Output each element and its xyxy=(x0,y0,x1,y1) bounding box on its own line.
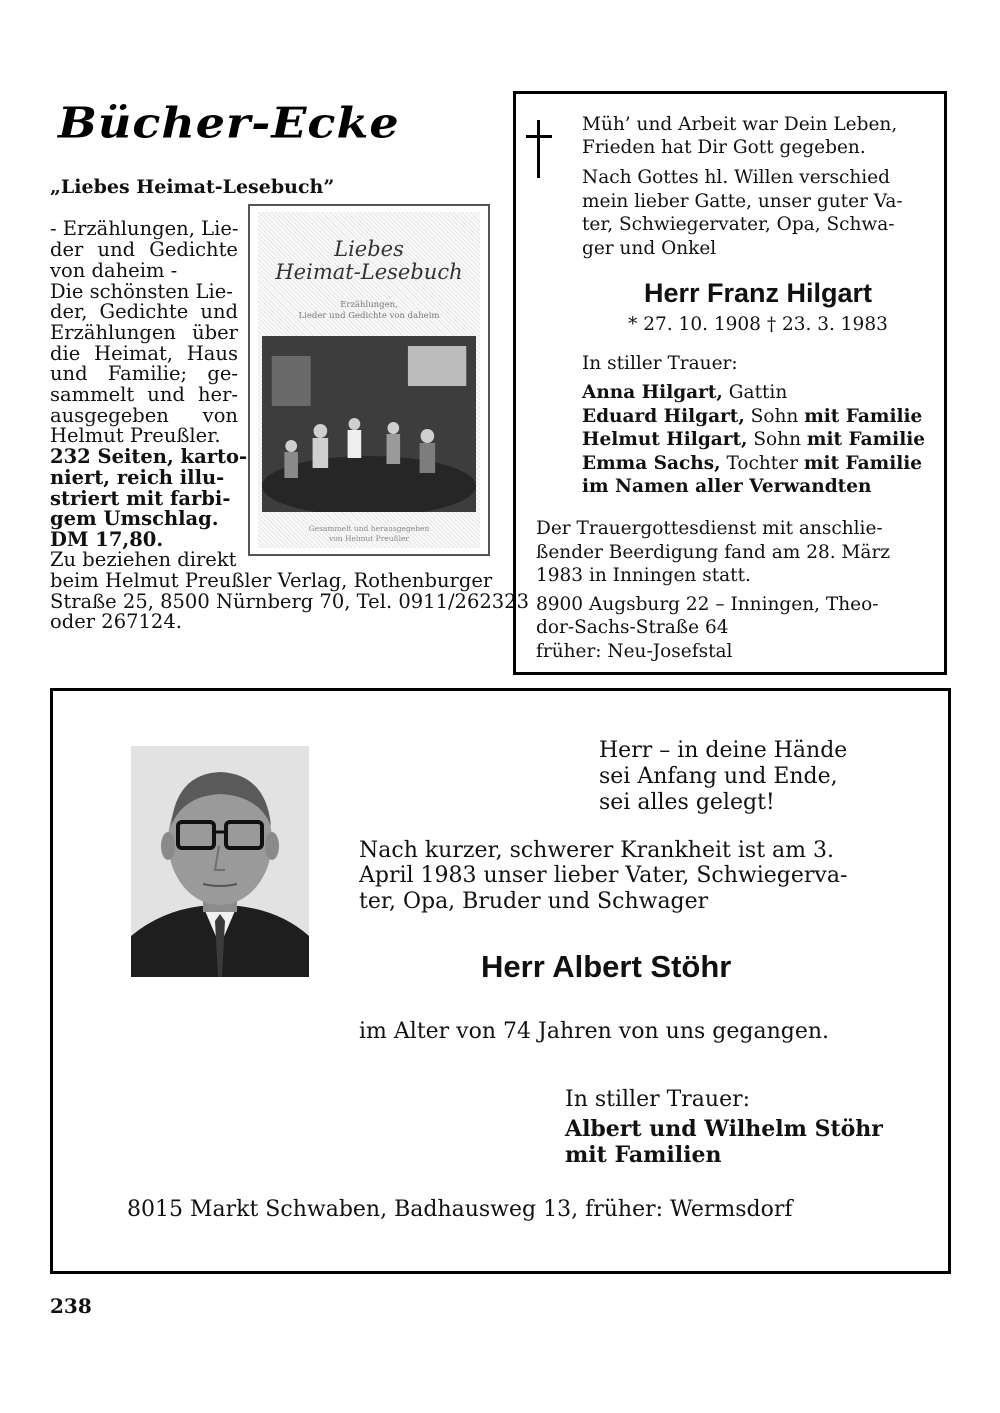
book-line: ausgegeben von xyxy=(50,404,238,427)
mourner-family: mit Familie xyxy=(806,429,926,450)
age-line: im Alter von 74 Jahren von uns gegangen. xyxy=(359,1019,830,1044)
cover-credit-line: Gesammelt und herausgegeben xyxy=(308,524,430,533)
cross-icon xyxy=(526,120,552,182)
obituary-franz-hilgart xyxy=(513,91,947,675)
book-price: DM 17,80. xyxy=(50,528,164,551)
address-line: dor-Sachs-Straße 64 xyxy=(536,617,729,638)
intro-line: ter, Schwiegervater, Opa, Schwa- xyxy=(582,214,895,235)
mourner-relation: Sohn xyxy=(747,429,807,450)
cover-subtitle xyxy=(258,300,480,322)
life-dates: * 27. 10. 1908 † 23. 3. 1983 xyxy=(628,314,888,335)
mourner-line: Albert und Wilhelm Stöhr xyxy=(565,1116,883,1142)
service-line: Der Trauergottesdienst mit anschlie- xyxy=(536,518,883,539)
book-details-line: striert mit farbi- xyxy=(50,487,231,510)
book-line: von daheim - xyxy=(50,259,178,282)
book-line: sammelt und her- xyxy=(50,383,238,406)
verse-line: Frieden hat Dir Gott gegeben. xyxy=(582,137,866,158)
mourner-relation: Gattin xyxy=(722,382,788,403)
cover-title-line: Heimat-Lesebuch xyxy=(275,260,463,284)
book-line: Erzählungen über xyxy=(50,321,238,344)
mourner-family: mit Familie xyxy=(804,406,923,427)
intro-line: ger und Onkel xyxy=(582,238,717,259)
intro-line: Nach kurzer, schwerer Krankheit ist am 3. xyxy=(359,838,834,863)
book-order-line: beim Helmut Preußler Verlag, Rothenburger xyxy=(50,569,493,592)
book-order-line: Straße 25, 8500 Nürnberg 70, Tel. 0911/262323 xyxy=(50,590,529,613)
intro-line: April 1983 unser lieber Vater, Schwiegerva- xyxy=(359,863,848,888)
service-line: ßender Beerdigung fand am 28. März xyxy=(536,542,891,563)
mourner-name: Eduard Hilgart, xyxy=(582,406,745,427)
mourning-label: In stiller Trauer: xyxy=(582,353,738,374)
deceased-name: Herr Franz Hilgart xyxy=(643,278,873,308)
cover-credit xyxy=(258,524,480,544)
cover-credit-line: von Helmut Preußler xyxy=(328,534,410,543)
book-line: die Heimat, Haus xyxy=(50,342,238,365)
verse-line: sei Anfang und Ende, xyxy=(599,764,838,789)
book-subtitle: „Liebes Heimat-Lesebuch” xyxy=(50,176,335,198)
books-heading: Bücher-Ecke xyxy=(58,98,400,148)
verse-line: Müh’ und Arbeit war Dein Leben, xyxy=(582,114,898,135)
deceased-name: Herr Albert Stöhr xyxy=(481,949,732,984)
page-number: 238 xyxy=(50,1294,92,1318)
mourner-relation: Tochter xyxy=(720,453,804,474)
book-details-line: 232 Seiten, karto- xyxy=(50,445,248,468)
cover-subtitle-line: Lieder und Gedichte von daheim xyxy=(298,311,440,321)
mourner-line: mit Familien xyxy=(565,1142,722,1168)
address-line: früher: Neu-Josefstal xyxy=(536,641,733,662)
book-line: der und Gedichte xyxy=(50,238,238,261)
mourning-label: In stiller Trauer: xyxy=(565,1087,751,1112)
cover-title-line: Liebes xyxy=(334,237,404,261)
book-cover-image xyxy=(248,204,490,556)
book-order-line: Zu beziehen direkt xyxy=(50,548,237,571)
cover-subtitle-line: Erzählungen, xyxy=(340,300,398,310)
book-line: und Familie; ge- xyxy=(50,362,238,385)
cover-illustration xyxy=(262,336,476,512)
address-line: 8900 Augsburg 22 – Inningen, Theo- xyxy=(536,594,879,615)
mourner-line: im Namen aller Verwandten xyxy=(582,476,872,497)
book-line: - Erzählungen, Lie- xyxy=(50,217,239,240)
book-details-line: niert, reich illu- xyxy=(50,466,225,489)
mourner-name: Anna Hilgart, xyxy=(582,382,723,403)
verse-line: Herr – in deine Hände xyxy=(599,738,848,763)
mourner-line xyxy=(582,452,922,476)
mourner-line xyxy=(582,381,787,405)
intro-line: ter, Opa, Bruder und Schwager xyxy=(359,889,709,914)
obituary-albert-stoehr xyxy=(50,688,951,1274)
book-line: Die schönsten Lie- xyxy=(50,280,233,303)
verse-line: sei alles gelegt! xyxy=(599,790,775,815)
intro-line: mein lieber Gatte, unser guter Va- xyxy=(582,191,903,212)
address-line: 8015 Markt Schwaben, Badhausweg 13, früher: Wermsdorf xyxy=(127,1197,793,1222)
book-order-line: oder 267124. xyxy=(50,610,182,633)
mourner-line xyxy=(582,428,925,452)
mourner-relation: Sohn xyxy=(744,406,805,427)
mourner-family: mit Familie xyxy=(803,453,923,474)
service-line: 1983 in Inningen statt. xyxy=(536,565,751,586)
cover-title xyxy=(258,238,480,284)
book-details-line: gem Umschlag. xyxy=(50,507,219,530)
portrait-photo xyxy=(131,746,309,977)
book-line: der, Gedichte und xyxy=(50,300,238,323)
mourner-line xyxy=(582,405,922,429)
mourner-name: Emma Sachs, xyxy=(582,453,721,474)
intro-line: Nach Gottes hl. Willen verschied xyxy=(582,167,890,188)
book-line: Helmut Preußler. xyxy=(50,424,221,447)
mourner-name: Helmut Hilgart, xyxy=(582,429,748,450)
